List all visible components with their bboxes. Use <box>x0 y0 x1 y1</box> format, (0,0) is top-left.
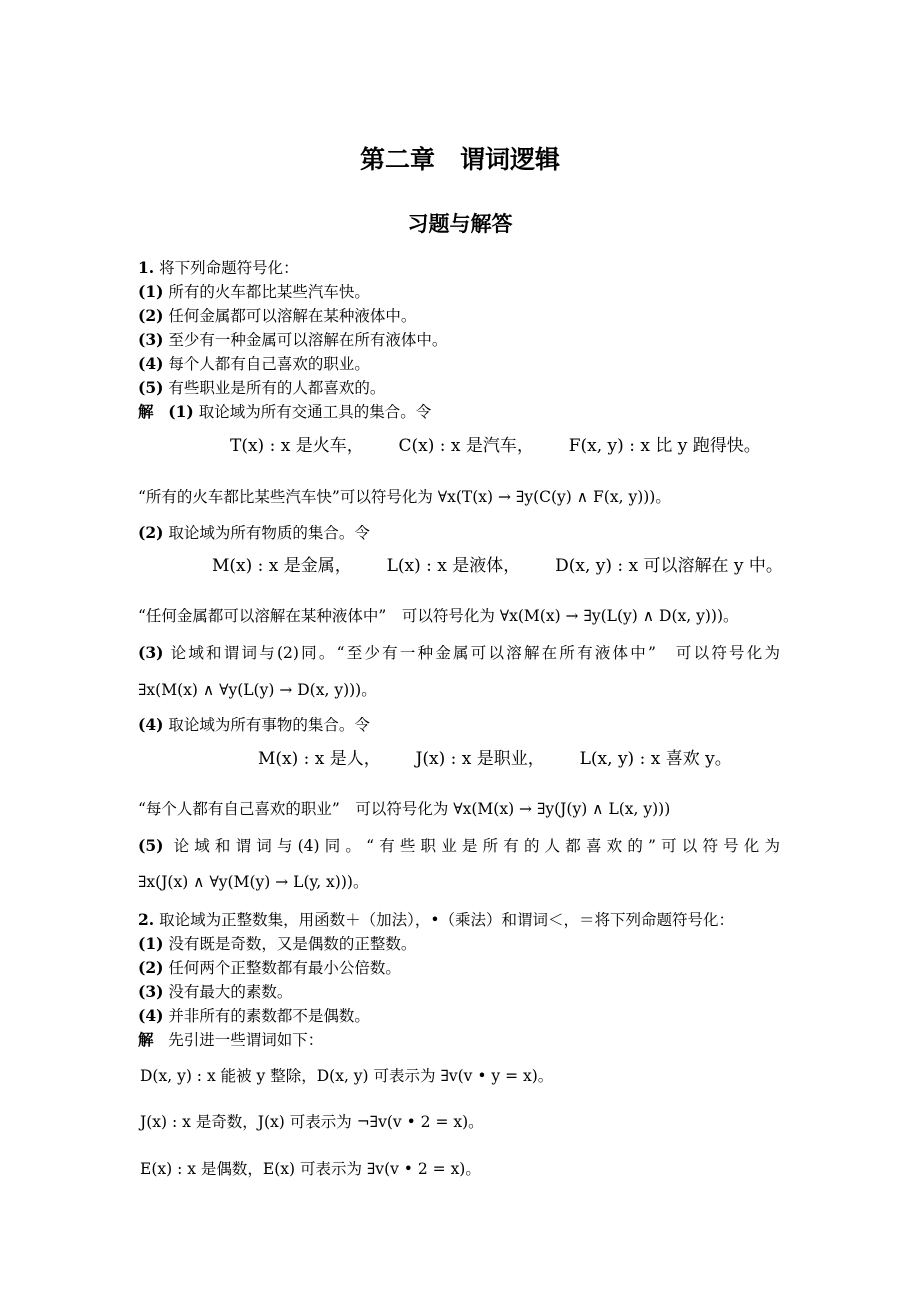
item-number: (5) <box>138 378 164 397</box>
solution-text: 论域和谓词与(2)同。“至少有一种金属可以溶解在所有液体中” 可以符号化为 <box>170 644 780 662</box>
item-text: 所有的火车都比某些汽车快。 <box>168 283 370 301</box>
q2-item-1 <box>138 934 416 954</box>
solution-1-header <box>138 402 431 422</box>
result-4: “每个人都有自己喜欢的职业” 可以符号化为 ∀x(M(x) → ∃y(J(y) ∧ L(x, y))) <box>138 800 671 818</box>
solution-number: (2) <box>138 523 164 542</box>
item-text: 没有最大的素数。 <box>168 983 293 1001</box>
q1-stem: 将下列命题符号化： <box>159 259 299 277</box>
result-2: “任何金属都可以溶解在某种液体中” 可以符号化为 ∀x(M(x) → ∃y(L(y) ∧ D(x, y)))。 <box>138 607 739 625</box>
q2-stem-line <box>138 910 734 930</box>
definition: J(x) : x 是职业， <box>415 749 545 769</box>
q1-number: 1. <box>138 258 155 277</box>
chapter-title: 第二章 谓词逻辑 <box>359 145 560 174</box>
definition: M(x) : x 是人， <box>258 749 381 769</box>
predicate-e: E(x) : x 是偶数，E(x) 可表示为 ∃v(v • 2 = x)。 <box>140 1160 481 1178</box>
q2-item-3 <box>138 982 292 1002</box>
item-number: (4) <box>138 354 164 373</box>
definition: M(x) : x 是金属， <box>212 556 352 576</box>
q2-number: 2. <box>138 910 155 929</box>
section-subtitle: 习题与解答 <box>407 211 513 236</box>
item-text: 并非所有的素数都不是偶数。 <box>168 1007 370 1025</box>
solution-text: 取论域为所有事物的集合。令 <box>168 716 370 734</box>
solution-number: (5) <box>138 836 164 855</box>
q2-solution-header <box>138 1030 323 1050</box>
item-number: (2) <box>138 306 164 325</box>
solution-number: (1) <box>168 402 194 421</box>
definitions-4 <box>258 749 732 769</box>
solution-label: 解 <box>138 402 154 421</box>
solution-text: 论域和谓词与(4)同。“有些职业是所有的人都喜欢的”可以符号化为 <box>173 837 780 855</box>
definition: L(x) : x 是液体， <box>386 556 521 576</box>
item-text: 任何两个正整数都有最小公倍数。 <box>168 959 401 977</box>
definition: C(x) : x 是汽车， <box>398 436 534 456</box>
solution-number: (3) <box>138 643 164 662</box>
solution-text: 取论域为所有交通工具的集合。令 <box>198 403 432 421</box>
item-number: (3) <box>138 330 164 349</box>
solution-3 <box>138 643 780 663</box>
solution-5 <box>138 836 780 856</box>
q1-stem-line <box>138 258 299 278</box>
item-number: (1) <box>138 282 164 301</box>
q1-item-2 <box>138 306 416 326</box>
solution-text: 先引进一些谓词如下： <box>168 1031 324 1049</box>
definitions-2 <box>212 556 783 576</box>
q1-item-3 <box>138 330 447 350</box>
item-text: 任何金属都可以溶解在某种液体中。 <box>168 307 417 325</box>
solution-4-header <box>138 715 370 735</box>
q1-item-1 <box>138 282 370 302</box>
solution-2-header <box>138 523 370 543</box>
solution-number: (4) <box>138 715 164 734</box>
item-number: (3) <box>138 982 164 1001</box>
q1-item-4 <box>138 354 370 374</box>
item-text: 没有既是奇数，又是偶数的正整数。 <box>168 935 417 953</box>
definition: T(x) : x 是火车， <box>230 436 364 456</box>
item-number: (2) <box>138 958 164 977</box>
definition: F(x, y) : x 比 y 跑得快。 <box>568 436 761 456</box>
item-number: (4) <box>138 1006 164 1025</box>
solution-text: 取论域为所有物质的集合。令 <box>168 524 370 542</box>
result-1: “所有的火车都比某些汽车快”可以符号化为 ∀x(T(x) → ∃y(C(y) ∧ F(x, y)))。 <box>138 488 671 506</box>
q1-item-5 <box>138 378 385 398</box>
q2-item-2 <box>138 958 401 978</box>
solution-label: 解 <box>138 1030 154 1049</box>
formula-3: ∃x(M(x) ∧ ∀y(L(y) → D(x, y)))。 <box>138 681 377 699</box>
predicate-j: J(x) : x 是奇数，J(x) 可表示为 ¬∃v(v • 2 = x)。 <box>140 1113 484 1131</box>
definitions-1 <box>230 436 761 456</box>
q2-stem: 取论域为正整数集，用函数＋（加法），•（乘法）和谓词＜，＝将下列命题符号化： <box>159 911 735 929</box>
item-text: 有些职业是所有的人都喜欢的。 <box>168 379 386 397</box>
item-text: 至少有一种金属可以溶解在所有液体中。 <box>168 331 448 349</box>
item-text: 每个人都有自己喜欢的职业。 <box>168 355 370 373</box>
formula-5: ∃x(J(x) ∧ ∀y(M(y) → L(y, x)))。 <box>138 873 369 891</box>
definition: D(x, y) : x 可以溶解在 y 中。 <box>555 556 783 576</box>
q2-item-4 <box>138 1006 370 1026</box>
predicate-d: D(x, y) : x 能被 y 整除，D(x, y) 可表示为 ∃v(v • y = x)。 <box>140 1067 554 1085</box>
item-number: (1) <box>138 934 164 953</box>
definition: L(x, y) : x 喜欢 y。 <box>579 749 732 769</box>
